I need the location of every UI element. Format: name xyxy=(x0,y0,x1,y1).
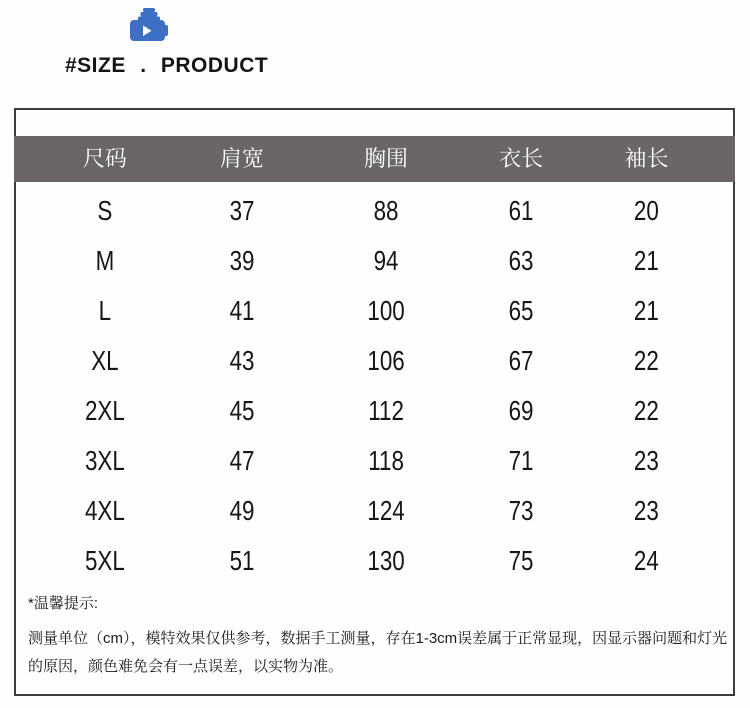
shoulder-cell: 45 xyxy=(229,395,255,426)
shoulder-cell: 39 xyxy=(229,245,255,276)
shoulder-cell: 49 xyxy=(229,495,255,526)
chest-cell: 124 xyxy=(367,495,405,526)
size-cell: 5XL xyxy=(84,545,125,576)
size-cell: 2XL xyxy=(84,395,125,426)
shoulder-cell: 43 xyxy=(229,345,255,376)
sleeve-cell: 24 xyxy=(634,545,660,576)
length-cell: 71 xyxy=(508,445,534,476)
size-cell: 4XL xyxy=(84,495,125,526)
sleeve-cell: 23 xyxy=(634,445,660,476)
table-row xyxy=(16,186,733,236)
footnote-tip: *温馨提示: xyxy=(28,595,99,612)
length-cell: 65 xyxy=(508,295,534,326)
column-header-length: 衣长 xyxy=(499,146,544,171)
length-cell: 67 xyxy=(508,345,534,376)
chest-cell: 118 xyxy=(368,445,404,476)
footnote-line1: 测量单位（cm），模特效果仅供参考，数据手工测量，存在1-3cm误差属于正常显现，因显示器问题和灯光 xyxy=(28,630,728,647)
length-cell: 61 xyxy=(508,195,534,226)
length-cell: 63 xyxy=(508,245,534,276)
size-cell: XL xyxy=(91,345,119,376)
column-header-shoulder: 肩宽 xyxy=(219,146,264,171)
shoulder-cell: 41 xyxy=(229,295,255,326)
size-cell: S xyxy=(97,195,113,226)
shoulder-cell: 47 xyxy=(229,445,255,476)
sleeve-cell: 20 xyxy=(634,195,660,226)
table-row xyxy=(16,386,733,436)
table-row xyxy=(16,486,733,536)
chest-cell: 88 xyxy=(373,195,399,226)
chest-cell: 106 xyxy=(367,345,405,376)
sleeve-cell: 23 xyxy=(634,495,660,526)
chest-cell: 94 xyxy=(373,245,399,276)
size-cell: L xyxy=(98,295,112,326)
column-header-size: 尺码 xyxy=(82,146,127,171)
shoulder-cell: 51 xyxy=(229,545,255,576)
length-cell: 69 xyxy=(508,395,534,426)
chest-cell: 100 xyxy=(367,295,405,326)
table-row xyxy=(16,236,733,286)
footnote xyxy=(28,595,727,681)
shoulder-cell: 37 xyxy=(229,195,255,226)
sleeve-cell: 21 xyxy=(634,295,660,326)
length-cell: 75 xyxy=(508,545,534,576)
header-row xyxy=(16,136,733,182)
page-title: #SIZE . PRODUCT xyxy=(65,54,269,77)
chest-cell: 130 xyxy=(367,545,405,576)
column-header-sleeve: 袖长 xyxy=(624,146,669,171)
sleeve-cell: 22 xyxy=(634,395,660,426)
sleeve-cell: 22 xyxy=(634,345,660,376)
size-cell: 3XL xyxy=(84,445,125,476)
table-row xyxy=(16,536,733,586)
table-row xyxy=(16,286,733,336)
sleeve-cell: 21 xyxy=(634,245,660,276)
size-table-header xyxy=(14,136,735,182)
column-header-chest: 胸围 xyxy=(363,146,408,171)
size-cell: M xyxy=(95,245,115,276)
video-box-icon xyxy=(127,3,171,43)
size-table-body xyxy=(16,186,733,586)
chest-cell: 112 xyxy=(368,395,404,426)
table-row xyxy=(16,436,733,486)
footnote-line2: 的原因，颜色难免会有一点误差，以实物为准。 xyxy=(28,658,344,675)
table-row xyxy=(16,336,733,386)
length-cell: 73 xyxy=(508,495,534,526)
